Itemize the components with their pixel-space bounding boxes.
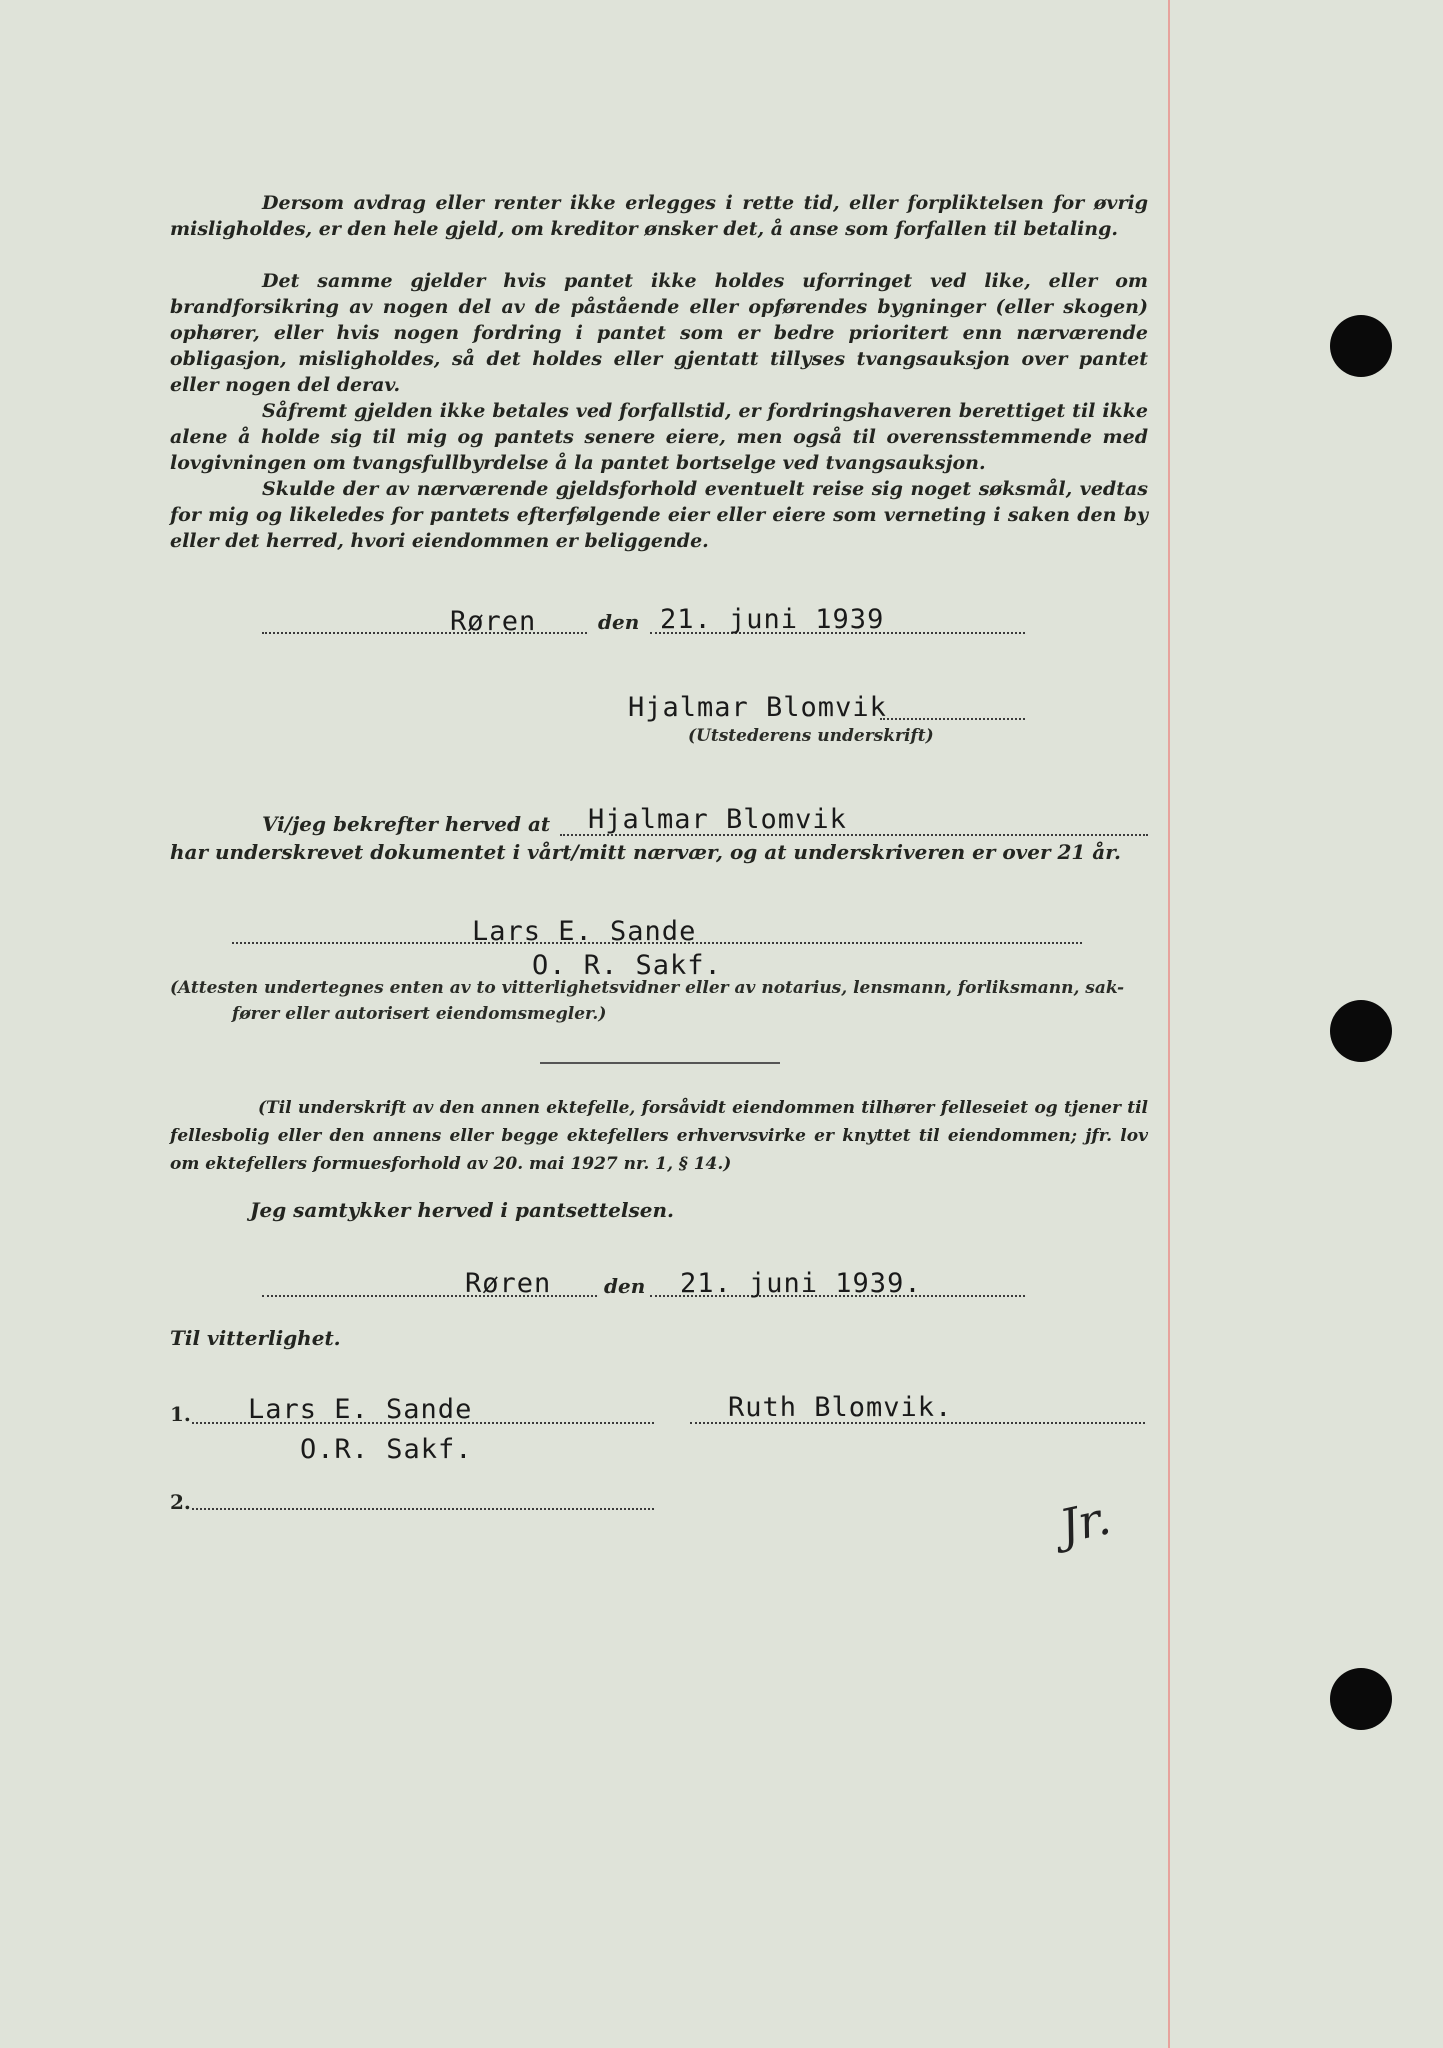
spouse-note (170, 1094, 1148, 1178)
vitterlighet-label: Til vitterlighet. (170, 1326, 341, 1350)
dotted-line (232, 942, 1082, 944)
witness1-name: Lars E. Sande (248, 1394, 473, 1425)
spouse-note-text: (Til underskrift av den annen ektefelle, forsåvidt eiendommen tilhører felleseiet og tjener til fellesbolig eller den annens eller begge ektefellers erhvervsvirke er knyttet til eiendommen; jfr. lov om ektefellers formuesforhold av 20. mai 1927 nr. 1, § 14.) (170, 1098, 1148, 1174)
punch-hole-icon (1330, 1668, 1392, 1730)
second-date-value: 21. juni 1939. (680, 1268, 922, 1299)
paragraph-text: Såfremt gjelden ikke betales ved forfallstid, er fordringshaveren berettiget til ikke alene å holde sig til mig og pantets senere eiere, men også til overensstemmende med lovgivningen om tvangsfullbyrdelse å la pantet bortselge ved tvangsauksjon. (170, 400, 1148, 474)
paragraph-text: Dersom avdrag eller renter ikke erlegges i rette tid, eller forpliktelsen for øvrig misligholdes, er den hele gjeld, om kreditor ønsker det, å anse som forfallen til betaling. (170, 192, 1148, 240)
issuer-signature: Hjalmar Blomvik (628, 692, 887, 723)
consent-text: Jeg samtykker herved i pantsettelsen. (250, 1198, 674, 1222)
witness-signature-title: O. R. Sakf. (532, 950, 722, 981)
handwritten-initials: Jr. (1054, 1490, 1116, 1554)
first-date-value: 21. juni 1939 (660, 604, 885, 635)
paragraph-text: Skulde der av nærværende gjeldsforhold eventuelt reise sig noget søksmål, vedtas for mig og likeledes for pantets efterfølgende eier eller eiere som verneting i saken den by eller det herred, hvori eiendommen er beliggende. (170, 478, 1148, 552)
issuer-caption: (Utstederens underskrift) (688, 726, 934, 746)
witness1-title: O.R. Sakf. (300, 1434, 473, 1465)
paragraph-text: Det samme gjelder hvis pantet ikke holdes uforringet ved like, eller om brandforsikring av nogen del av de påstående eller opførendes bygninger (eller skogen) ophører, eller hvis nogen fordring i pantet som er bedre prioritert enn nærværende obligasjon, misligholdes, så det holdes eller gjentatt tillyses tvangsauksjon over pantet eller nogen del derav. (170, 270, 1148, 396)
second-date-den-label: den (604, 1274, 646, 1298)
witness-statement-line2: har underskrevet dokumentet i vårt/mitt nærvær, og at underskriveren er over 21 år. (170, 840, 1121, 864)
spouse-signature: Ruth Blomvik. (728, 1392, 953, 1423)
paragraph-maturity (170, 398, 1148, 476)
witness-number-1: 1. (170, 1402, 191, 1426)
first-date-place: Røren (450, 606, 537, 637)
witness-note-line2: fører eller autorisert eiendomsmegler.) (232, 1004, 607, 1024)
witness-note-line1: (Attesten undertegnes enten av to vitterlighetsvidner eller av notarius, lensmann, forliksmann, sak- (170, 978, 1125, 998)
dotted-line (192, 1508, 654, 1510)
witness-statement-name: Hjalmar Blomvik (588, 804, 847, 835)
paragraph-venue (170, 476, 1148, 554)
punch-hole-icon (1330, 1000, 1392, 1062)
dotted-line (262, 632, 587, 634)
witness-signature-name: Lars E. Sande (472, 916, 697, 947)
dotted-line (880, 718, 1025, 720)
separator-line (540, 1062, 780, 1064)
punch-hole-icon (1330, 315, 1392, 377)
first-date-den-label: den (598, 610, 640, 634)
red-margin-line (1168, 0, 1170, 2048)
paragraph-default (170, 190, 1148, 242)
witness-statement-prefix: Vi/jeg bekrefter herved at (262, 812, 551, 836)
second-date-place: Røren (465, 1268, 552, 1299)
paragraph-pledge (170, 268, 1148, 398)
witness-number-2: 2. (170, 1490, 191, 1514)
